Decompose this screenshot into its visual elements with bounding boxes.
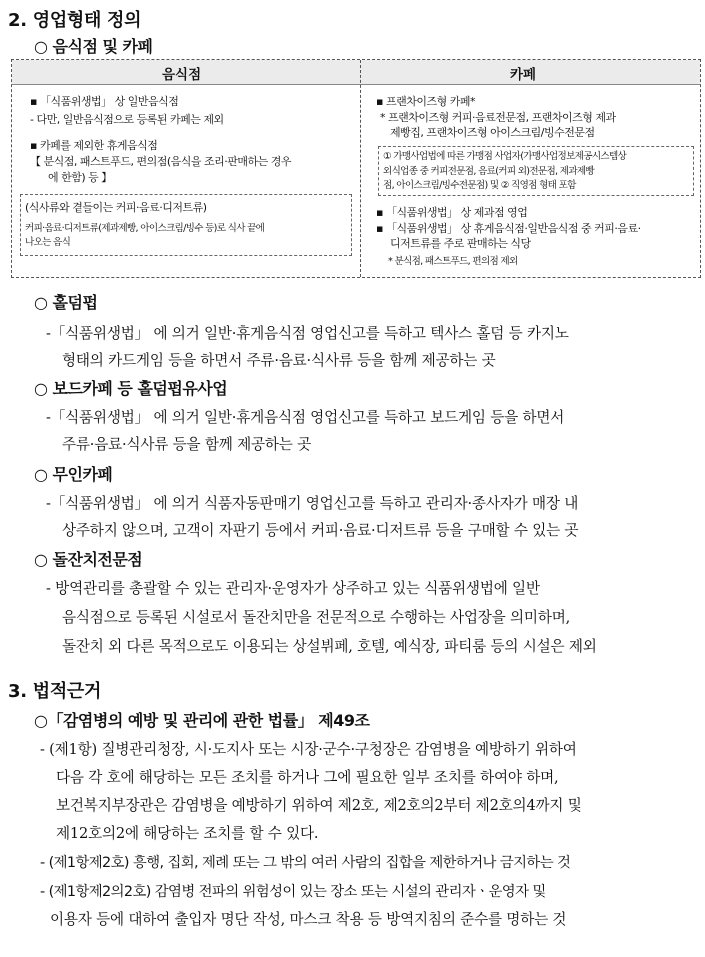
cafe-line: ▪ 프랜차이즈형 카페* <box>376 95 475 108</box>
cafe-line: ▪ 「식품위생법」 상 휴게음식점·일반음식점 중 커피·음료· <box>376 222 641 235</box>
cafe-line: * 분식점, 패스트푸드, 편의점 제외 <box>388 256 518 267</box>
note-line: 외식업종 중 커피전문점, 음료(커피 외)전문점, 제과제빵 <box>383 166 595 177</box>
dol-text: - 방역관리를 총괄할 수 있는 관리자·운영자가 상주하고 있는 식품위생법에 일반 <box>46 580 540 597</box>
restaurant-line: - 다만, 일반음식점으로 등록된 카페는 제외 <box>30 113 224 126</box>
unmanned-cafe-text: 상주하지 않으며, 고객이 자판기 등에서 커피·음료·디저트류 등을 구매할 수 있는 곳 <box>62 522 579 539</box>
restaurant-line: ▪ 「식품위생법」 상 일반음식점 <box>30 95 179 108</box>
cafe-note-box <box>378 146 694 196</box>
note-line: 점, 아이스크림/빙수전문점) 및 ② 직영점 형태 포함 <box>383 180 576 191</box>
dol-title: ○ 돌잔치전문점 <box>34 550 143 569</box>
holdem-text: -「식품위생법」 에 의거 일반·휴게음식점 영업신고를 득하고 텍사스 홀덤 등 카지노 <box>46 325 569 342</box>
unmanned-cafe-title: ○ 무인카페 <box>34 465 113 484</box>
boardcafe-title: ○ 보드카페 등 홀덤펍유사업 <box>34 379 228 398</box>
note-title: (식사류와 곁들이는 커피·음료·디저트류) <box>25 201 207 214</box>
dol-text: 돌잔치 외 다른 목적으로도 이용되는 상설뷔페, 호텔, 예식장, 파티룸 등의 시설은 제외 <box>62 638 597 655</box>
cafe-line: 제빵집, 프랜차이즈형 아이스크림/빙수전문점 <box>390 126 595 139</box>
law-text: - (제1항제2호) 흥행, 집회, 제례 또는 그 밖의 여러 사람의 집합을 제한하거나 금지하는 것 <box>40 855 571 871</box>
holdem-title: ○ 홀덤펍 <box>34 293 98 312</box>
law-article-title: ○「감염병의 예방 및 관리에 관한 법률」 제49조 <box>34 711 370 730</box>
holdem-text: 형태의 카드게임 등을 하면서 주류·음료·식사류 등을 함께 제공하는 곳 <box>62 352 496 369</box>
note-line: ① 가맹사업법에 따른 가맹점 사업자(가맹사업정보제공시스템상 <box>383 151 627 162</box>
cafe-line: * 프랜차이즈형 커피·음료전문점, 프랜차이즈형 제과 <box>380 111 616 124</box>
header-restaurant: 음식점 <box>162 67 202 83</box>
subsection-restaurant-cafe: ○ 음식점 및 카페 <box>34 37 153 56</box>
boardcafe-text: 주류·음료·식사류 등을 함께 제공하는 곳 <box>62 436 311 453</box>
law-text: 보건복지부장관은 감염병을 예방하기 위하여 제2호, 제2호의2부터 제2호의4까지 및 <box>56 797 582 814</box>
cafe-line: ▪ 「식품위생법」 상 제과점 영업 <box>376 206 528 219</box>
restaurant-line: ▪ 카페를 제외한 휴게음식점 <box>30 139 158 152</box>
note-line: 나오는 음식 <box>25 237 71 248</box>
restaurant-line: 에 한함) 등 】 <box>48 171 112 184</box>
unmanned-cafe-text: -「식품위생법」 에 의거 식품자동판매기 영업신고를 득하고 관리자·종사자가 매장 내 <box>46 495 579 512</box>
restaurant-line: 【 분식점, 패스트푸드, 편의점(음식을 조리·판매하는 경우 <box>30 155 292 168</box>
law-text: 이용자 등에 대하여 출입자 명단 작성, 마스크 착용 등 방역지침의 준수를 명하는 것 <box>50 911 567 928</box>
dol-text: 음식점으로 등록된 시설로서 돌잔치만을 전문적으로 수행하는 사업장을 의미하며, <box>62 609 571 626</box>
law-text: - (제1항) 질병관리청장, 시·도지사 또는 시장·군수·구청장은 감염병을 예방하기 위하여 <box>40 741 577 758</box>
restaurant-note-box <box>20 194 352 256</box>
note-line: 커피·음료·디저트류(제과제빵, 아이스크림/빙수 등)로 식사 끝에 <box>25 223 265 234</box>
law-text: - (제1항제2의2호) 감염병 전파의 위험성이 있는 장소 또는 시설의 관리자ㆍ운영자 및 <box>40 884 546 900</box>
law-text: 다음 각 호에 해당하는 모든 조치를 하거나 그에 필요한 일부 조치를 하여야 하며, <box>56 769 559 786</box>
cafe-line: 디저트류를 주로 판매하는 식당 <box>390 237 531 250</box>
section-3-title: 3. 법적근거 <box>8 681 102 702</box>
definition-table <box>11 59 701 278</box>
column-divider <box>360 60 361 277</box>
table-header <box>12 60 700 85</box>
header-cafe: 카페 <box>510 67 537 83</box>
section-2-title: 2. 영업형태 정의 <box>8 10 142 31</box>
law-text: 제12호의2에 해당하는 조치를 할 수 있다. <box>56 825 319 842</box>
boardcafe-text: -「식품위생법」 에 의거 일반·휴게음식점 영업신고를 득하고 보드게임 등을 하면서 <box>46 409 565 426</box>
